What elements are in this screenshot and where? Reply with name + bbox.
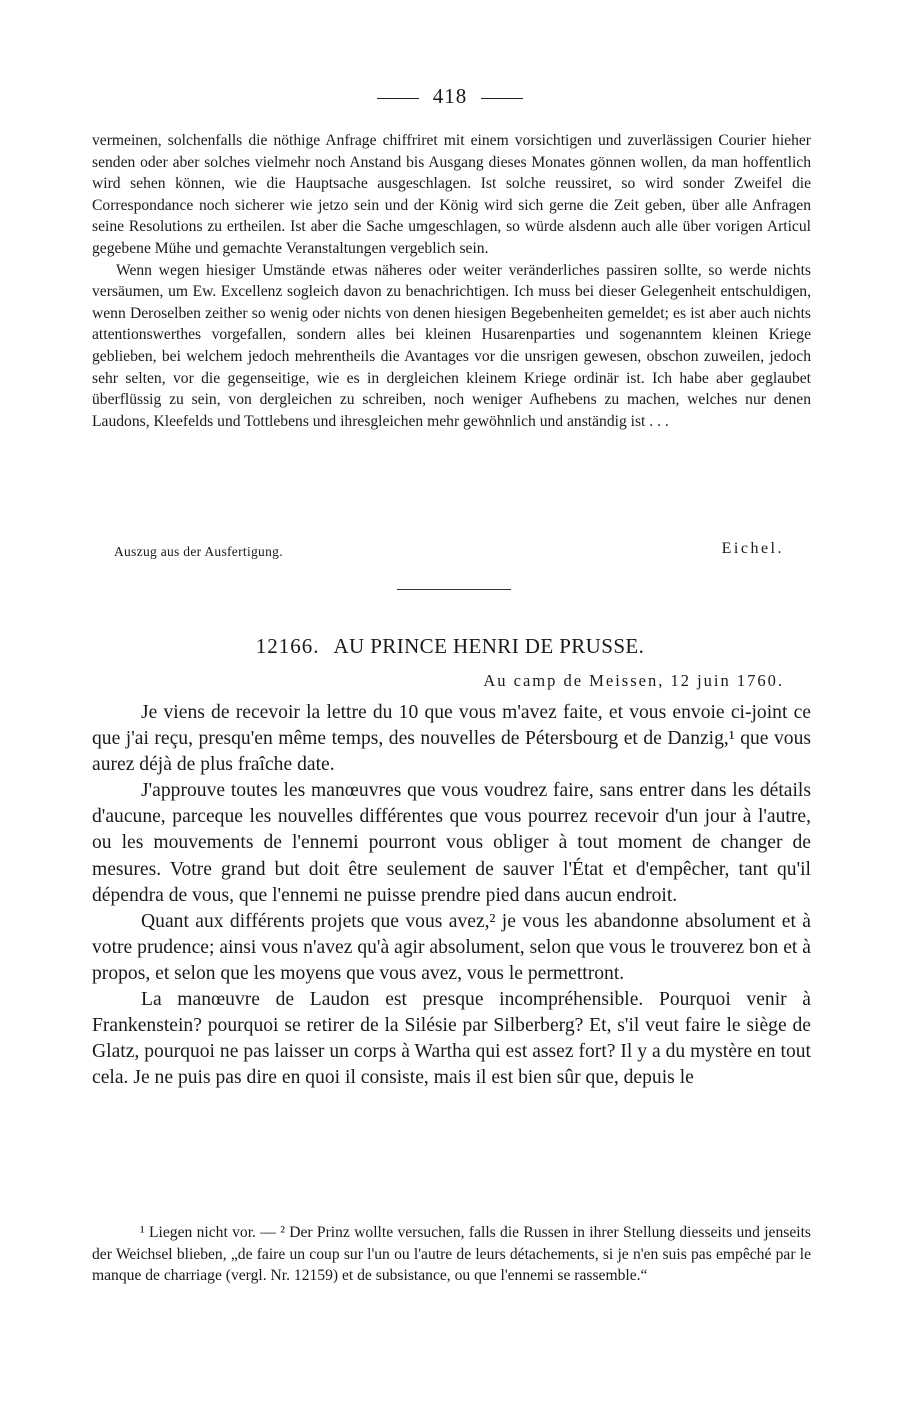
letter-paragraph: Wenn wegen hiesiger Umstände etwas näheres oder weiter veränderliches passiren sollte, so werde nichts versäumen, um Ew. Excellenz sogleich davon zu benachrichtigen. Ich muss bei dieser Gelegenheit entschuldigen, wenn Deroselben zeither so wenig oder nichts von denen hiesigen Begebenheiten gemeldet; es ist aber auch nichts attentionswerthes vorgefallen, sondern alles bei kleinen Husarenparties und sogenanntem kleinen Kriege geblieben, bei welchem jedoch mehrentheils die Avantages vor die unsrigen gewesen, obschon zuweilen, jedoch sehr selten, vor die gegenseitige, wie es in dergleichen kleinem Kriege ordinär ist. Ich habe aber geglaubet überflüssig zu sein, von dergleichen zu schreiben, noch weniger Aufhebens zu machen, welches nur denen Laudons, Kleefelds und Tottlebens und ihresgleichen mehr gewöhnlich und anständig ist . . . — [92, 261, 811, 430]
signature: Eichel. — [721, 540, 784, 557]
letter-continuation — [92, 130, 811, 432]
body-paragraph: La manœuvre de Laudon est presque incompréhensible. Pourquoi venir à Frankenstein? pourquoi se retirer de la Silésie par Silberberg? Et, s'il veut faire le siège de Glatz, pourquoi ne pas laisser un corps à Wartha qui est assez fort? Il y a du mystère en tout cela. Je ne puis pas dire en quoi il consiste, mais il est bien sûr que, depuis le — [92, 989, 811, 1089]
body-paragraph: J'approuve toutes les manœuvres que vous voudrez faire, sans entrer dans les détails d'aucune, parceque les nouvelles différentes que vous pourrez recevoir d'un jour à l'autre, ou les mouvements de l'ennemi pourront vous obliger à tout moment de changer de mesures. Votre grand but doit être seulement de sauver l'État et d'empêcher, tant qu'il dépendra de vous, que l'ennemi ne puisse prendre pied dans aucun endroit. — [92, 780, 811, 906]
document-heading — [0, 634, 900, 659]
page-number: 418 — [432, 84, 468, 108]
footnotes — [92, 1222, 811, 1287]
header-rule-left — [377, 98, 419, 99]
header-rule-right — [481, 98, 523, 99]
source-note: Auszug aus der Ausfertigung. — [114, 544, 283, 559]
body-paragraph: Je viens de recevoir la lettre du 10 que vous m'avez faite, et vous envoie ci-joint ce que j'ai reçu, presqu'en même temps, des nouvelles de Pétersbourg et de Danzig,¹ que vous aurez déjà de plus fraîche date. — [92, 702, 811, 776]
dateline: Au camp de Meissen, 12 juin 1760. — [483, 671, 784, 690]
page-header — [0, 84, 900, 109]
body-paragraph: Quant aux différents projets que vous avez,² je vous les abandonne absolument et à votre prudence; ainsi vous n'avez qu'à agir absolument, selon que vous le trouverez bon et à propos, et selon que les moyens que vous avez, vous le permettront. — [92, 910, 811, 984]
section-divider — [397, 589, 511, 590]
document-number: 12166. — [255, 634, 320, 658]
document-title: AU PRINCE HENRI DE PRUSSE. — [333, 634, 645, 658]
footnote-text: ¹ Liegen nicht vor. — ² Der Prinz wollte versuchen, falls die Russen in ihrer Stellung diesseits und jenseits der Weichsel blieben, „de faire un coup sur l'un ou l'autre de leurs détachements, si je n'en suis pas empêché par le manque de charriage (vergl. Nr. 12159) et de subsistance, ou que l'ennemi se rassemble.“ — [92, 1224, 811, 1285]
letter-paragraph: vermeinen, solchenfalls die nöthige Anfrage chiffriret mit einem vorsichtigen und zuverlässigen Courier hieher senden oder aber solches vielmehr noch Anstand bis Ausgang dieses Monates gönnen wollen, da man hoffentlich wird sehen können, wie die Hauptsache ausgeschlagen. Ist solche reussiret, so wird sonder Zweifel die Correspondance noch sicherer wie jetzo sein und der König wird sich gerne die Zeit geben, über alle Anfragen seine Resolutions zu ertheilen. Ist aber die Sache umgeschlagen, so würde alsdenn auch alle über vorigen Articul gegebene Mühe und gemachte Veranstaltungen vergeblich sein. — [92, 132, 811, 257]
document-body — [92, 700, 811, 1091]
signature-row — [92, 540, 784, 562]
